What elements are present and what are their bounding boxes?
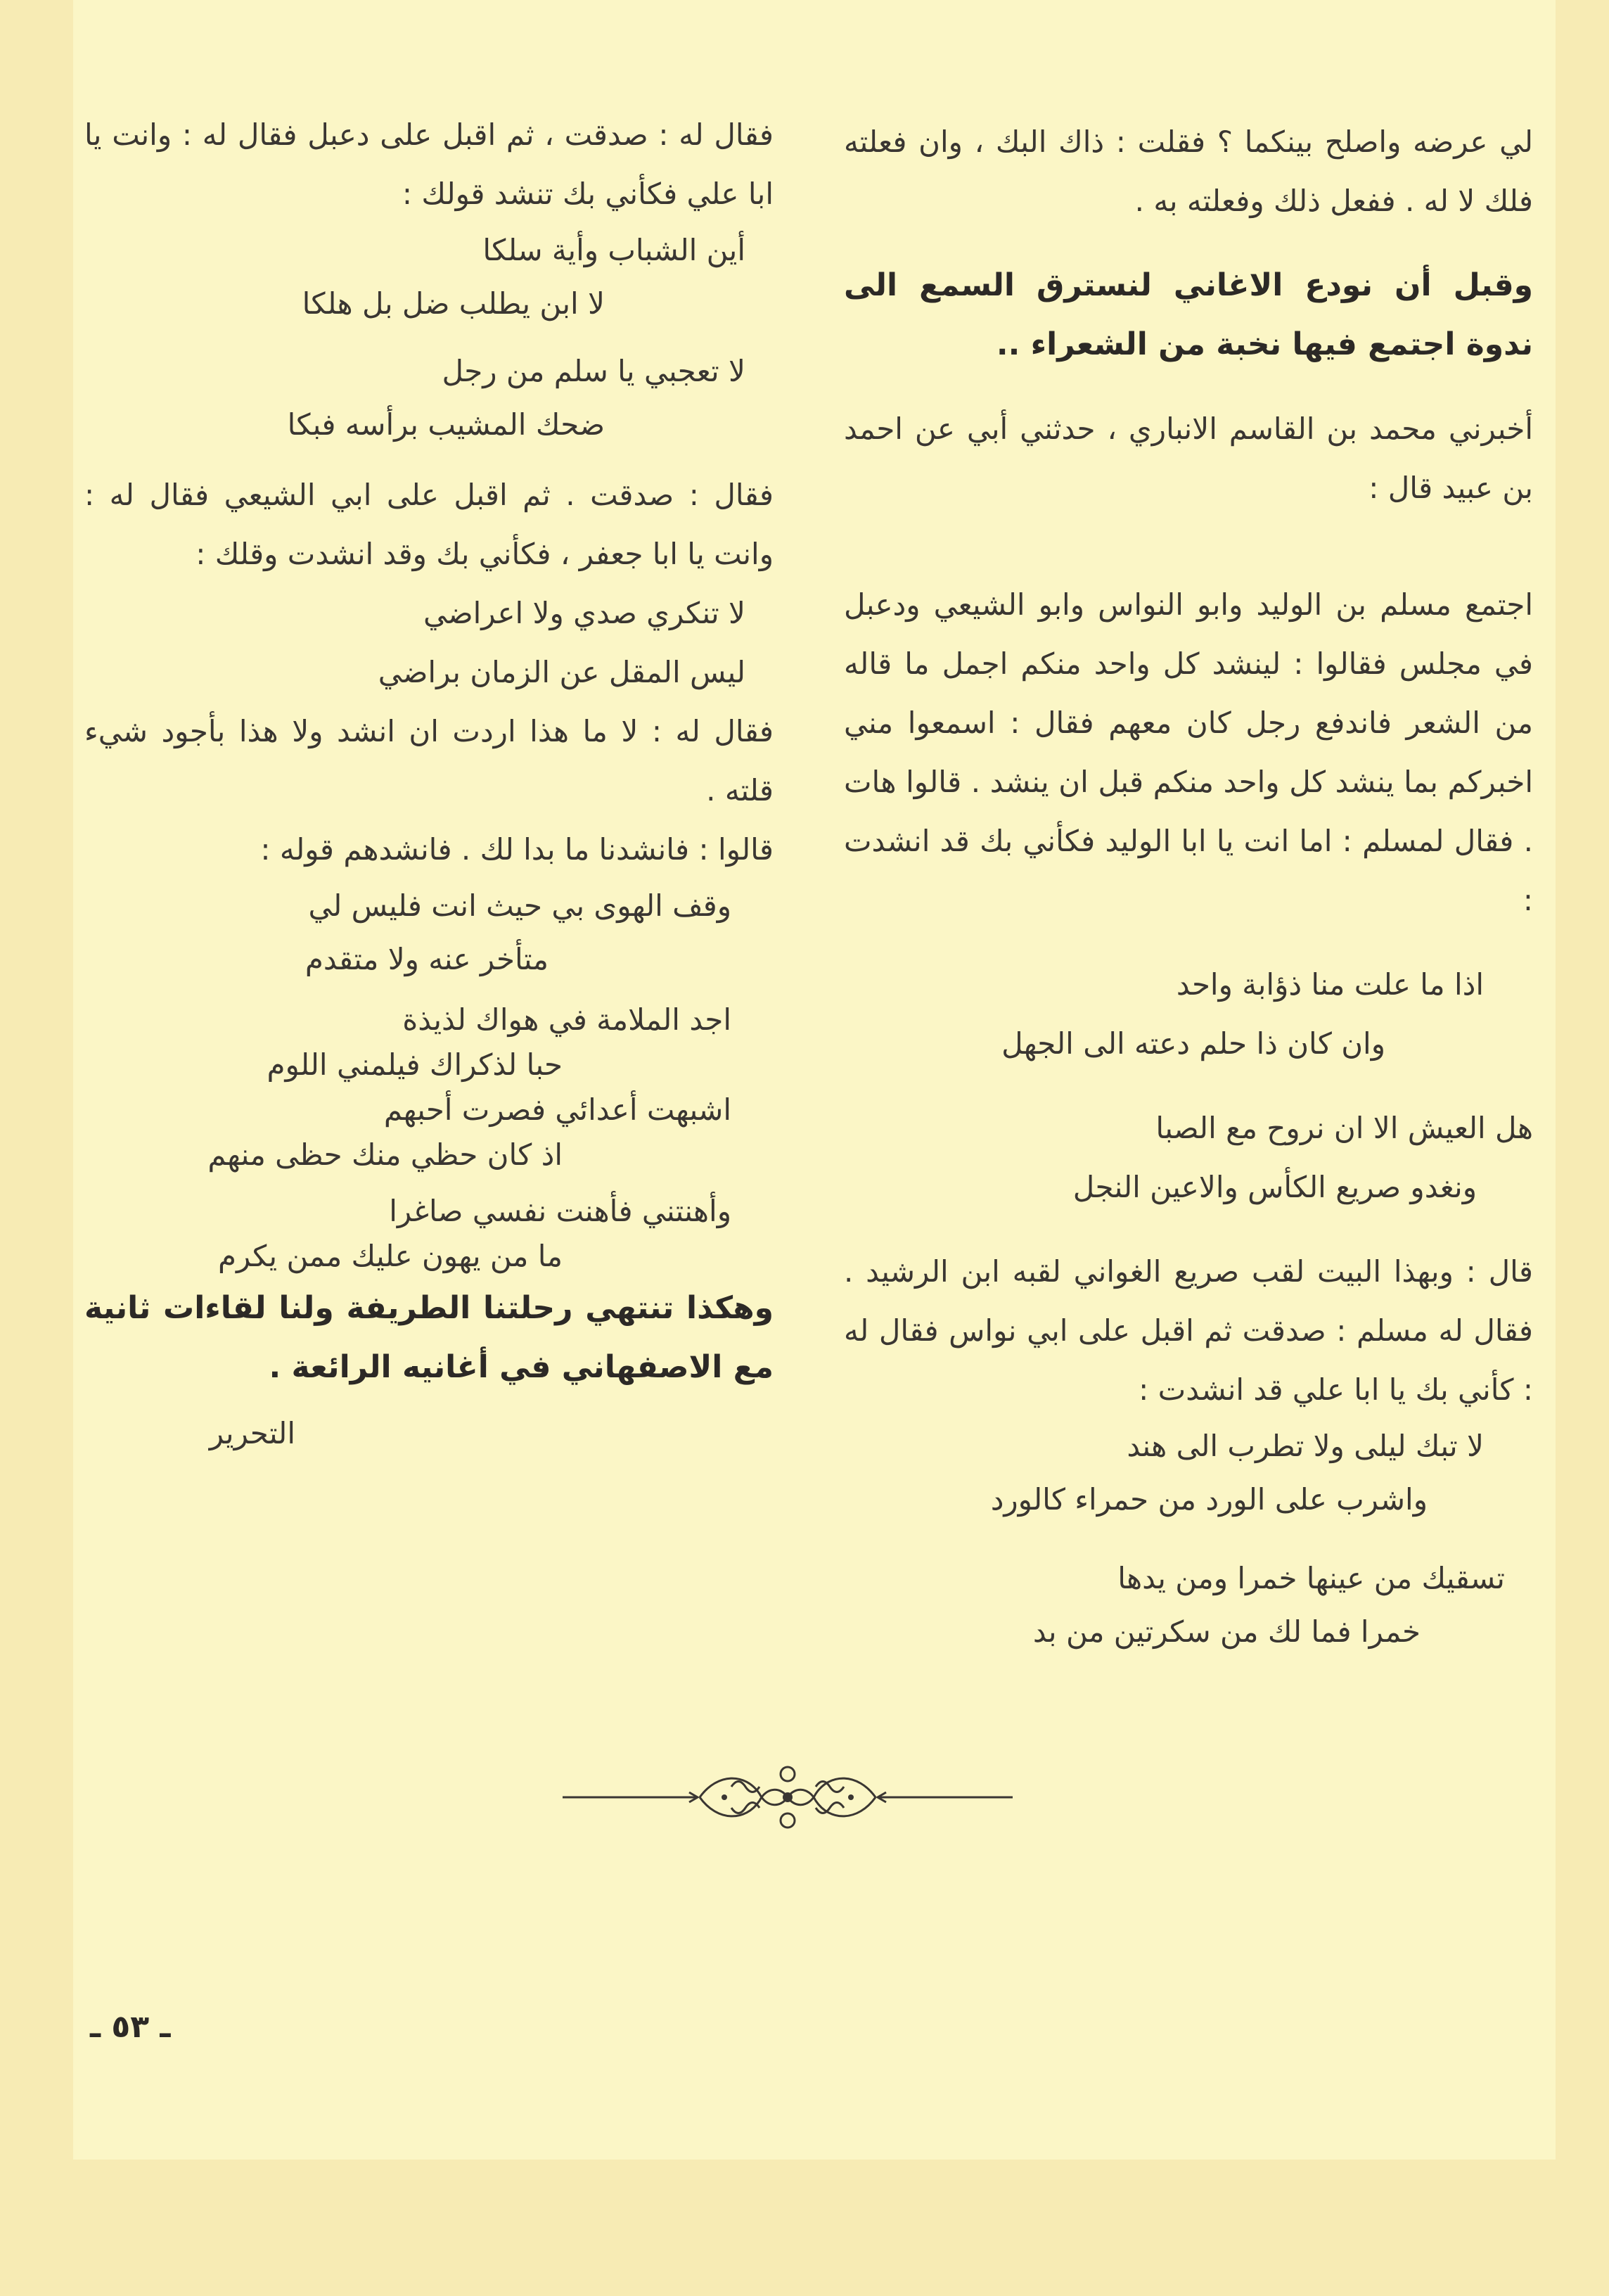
verse-line: وقف الهوى بي حيث انت فليس لي (308, 888, 731, 923)
verse-line: لا تعجبي يا سلم من رجل (442, 354, 745, 388)
verse-line: اشبهت أعدائي فصرت أحبهم (383, 1092, 731, 1127)
verse-line: متأخر عنه ولا متقدم (305, 942, 549, 976)
verse-line: ما من يهون عليك ممن يكرم (218, 1239, 563, 1273)
verse-block (84, 224, 774, 452)
right-column (844, 113, 1533, 1659)
verse-line: واشرب على الورد من حمراء كالورد (990, 1482, 1428, 1517)
verse-line: حبا لذكراك فيلمني اللوم (267, 1047, 563, 1082)
verse-line: لا تنكري صدي ولا اعراضي (423, 596, 745, 630)
verse-block (844, 1552, 1533, 1659)
verse-line: اذا ما علت منا ذؤابة واحد (1176, 967, 1484, 1002)
verse-line: ضحك المشيب برأسه فبكا (287, 407, 605, 442)
verse-line: اجد الملامة في هواك لذيذة (402, 1002, 731, 1037)
verse-block (844, 1099, 1533, 1217)
verse-line: اذ كان حظي منك حظى منهم (207, 1137, 563, 1172)
verse-block (844, 955, 1533, 1073)
verse-block (84, 879, 774, 1279)
verse-line: وأهنتني فأهنت نفسي صاغرا (389, 1194, 731, 1228)
verse-line: تسقيك من عينها خمرا ومن يدها (1117, 1561, 1505, 1595)
verse-line: خمرا فما لك من سكرتين من بد (1032, 1614, 1421, 1649)
left-column (84, 106, 774, 1463)
decorative-ornament (556, 1759, 1020, 1836)
verse-line: ونغدو صريع الكأس والاعين النجل (1072, 1170, 1477, 1204)
editor-signature: التحرير (209, 1416, 295, 1450)
paragraph: قال : وبهذا البيت لقب صريع الغواني لقبه ابن الرشيد . فقال له مسلم : صدقت ثم اقبل على ابي نواس فقال له : كأني بك يا ابا علي قد انشدت : (844, 1254, 1533, 1407)
verse-line: هل العيش الا ان نروح مع الصبا (1155, 1111, 1533, 1145)
verse-line: وان كان ذا حلم دعته الى الجهل (1001, 1026, 1385, 1061)
section-heading: وقبل أن نودع الاغاني لنسترق السمع الى ندوة اجتمع فيها نخبة من الشعراء .. (844, 267, 1533, 362)
paragraph: فقال له : صدقت ، ثم اقبل على دعبل فقال له : وانت يا ابا علي فكأني بك تنشد قولك : (84, 117, 774, 211)
verse-line: ليس المقل عن الزمان براضي (378, 655, 745, 689)
paragraph: قالوا : فانشدنا ما بدا لك . فانشدهم قوله : (260, 832, 774, 867)
verse-line: أين الشباب وأية سلكا (482, 233, 745, 267)
verse-block (844, 1420, 1533, 1526)
paragraph: لي عرضه واصلح بينكما ؟ فقلت : ذاك البك ، وان فعلته فلك لا له . ففعل ذلك وفعلته به . (844, 125, 1533, 218)
verse-block (84, 584, 774, 702)
verse-line: لا تبك ليلى ولا تطرب الى هند (1127, 1429, 1484, 1463)
page-number: ـ ٥٣ ـ (90, 2009, 171, 2045)
closing-paragraph: وهكذا تنتهي رحلتنا الطريفة ولنا لقاءات ثانية مع الاصفهاني في أغانيه الرائعة . (84, 1290, 774, 1385)
paragraph: اجتمع مسلم بن الوليد وابو النواس وابو الشيعي ودعبل في مجلس فقالوا : لينشد كل واحد منكم اجمل ما قاله من الشعر فاندفع رجل كان معهم فقال : اسمعوا مني اخبركم بما ينشد كل واحد منكم قبل ان ينشد . قالوا هات . فقال لمسلم : اما انت يا ابا الوليد فكأني بك قد انشدت : (844, 587, 1533, 917)
paragraph: فقال له : لا ما هذا اردت ان انشد ولا هذا بأجود شيء قلته . (84, 714, 774, 808)
paragraph: أخبرني محمد بن القاسم الانباري ، حدثني أبي عن احمد بن عبيد قال : (844, 412, 1533, 505)
paragraph: فقال : صدقت . ثم اقبل على ابي الشيعي فقال له : وانت يا ابا جعفر ، فكأني بك وقد انشدت وقلك : (84, 478, 774, 571)
verse-line: لا ابن يطلب ضل بل هلكا (302, 286, 605, 321)
